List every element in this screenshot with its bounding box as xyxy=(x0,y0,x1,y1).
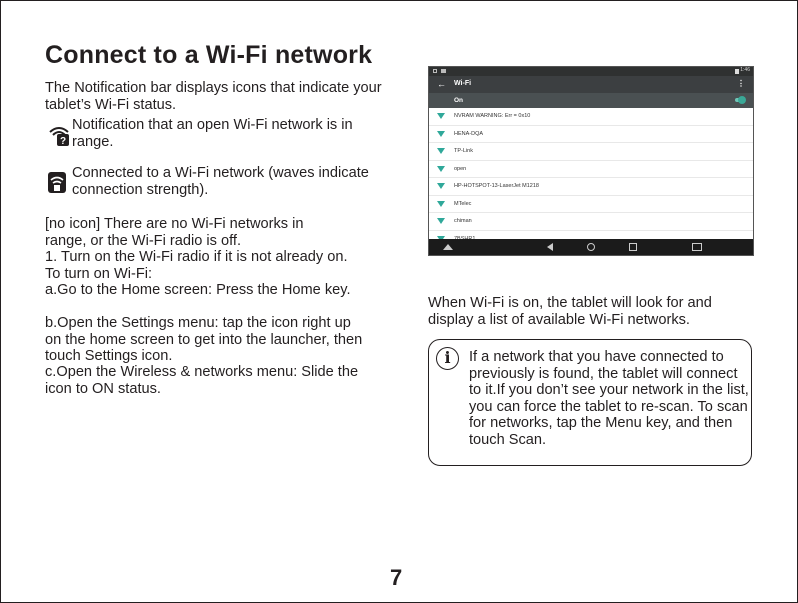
screenshot-icon[interactable] xyxy=(692,243,702,251)
notification-icon xyxy=(433,69,437,73)
wifi-on-description: When Wi-Fi is on, the tablet will look for and display a list of available Wi-Fi networks. xyxy=(428,295,712,328)
network-item[interactable] xyxy=(429,161,753,179)
wifi-connected-icon xyxy=(46,171,68,195)
network-name: chiman xyxy=(454,218,472,224)
wifi-signal-icon xyxy=(437,148,445,154)
network-name: TP-Link xyxy=(454,148,473,154)
recent-apps-icon[interactable] xyxy=(629,243,637,251)
back-icon[interactable] xyxy=(547,243,553,251)
network-name: HENA-DQA xyxy=(454,130,484,137)
wifi-toggle-switch[interactable] xyxy=(735,98,745,102)
wifi-signal-icon xyxy=(437,218,445,224)
intro-text: The Notification bar displays icons that indicate your tablet’s Wi-Fi status. xyxy=(45,80,382,113)
wifi-signal-icon xyxy=(437,183,445,189)
back-arrow-icon[interactable]: ← xyxy=(437,79,446,89)
svg-text:?: ? xyxy=(59,136,67,147)
network-name: NVRAM WARNING: Err = 0x10 xyxy=(454,113,531,119)
network-item[interactable] xyxy=(429,178,753,196)
info-icon: i xyxy=(436,347,459,370)
step-a-text: a.Go to the Home screen: Press the Home key. xyxy=(45,282,351,298)
home-launcher-icon[interactable] xyxy=(443,244,453,250)
notification-connected-text: Connected to a Wi-Fi network (waves indicate connection strength). xyxy=(72,165,369,198)
wifi-signal-icon xyxy=(437,131,445,137)
network-item[interactable] xyxy=(429,143,753,161)
battery-icon xyxy=(735,69,739,74)
network-item[interactable] xyxy=(429,196,753,214)
network-name: HP-HOTSPOT-13-LaserJet M1218 xyxy=(454,183,539,189)
notification-icon xyxy=(441,69,446,73)
overflow-menu-icon[interactable]: ⋮ xyxy=(737,79,745,88)
navigation-bar xyxy=(429,239,753,255)
wifi-signal-icon xyxy=(437,166,445,172)
wifi-settings-screenshot xyxy=(428,66,754,256)
network-item[interactable] xyxy=(429,108,753,126)
app-bar xyxy=(429,76,753,93)
wifi-question-icon xyxy=(48,125,70,147)
no-icon-text: [no icon] There are no Wi-Fi networks in range, or the Wi-Fi radio is off. xyxy=(45,216,304,249)
page-title: Connect to a Wi-Fi network xyxy=(45,41,373,69)
network-name: MTelec xyxy=(454,200,472,207)
network-item[interactable] xyxy=(429,126,753,144)
step-1-text: 1. Turn on the Wi-Fi radio if it is not already on. To turn on Wi-Fi: xyxy=(45,249,348,282)
status-clock: 1:46 xyxy=(740,67,750,73)
app-bar-title: Wi-Fi xyxy=(454,80,472,87)
network-item[interactable] xyxy=(429,213,753,231)
network-name: open xyxy=(454,165,467,172)
info-text: If a network that you have connected to previously is found, the tablet will connect to it.If you don’t see your network in the list, you can force the tablet to re-scan. To scan for networks, tap the Menu key, and then touch Scan. xyxy=(469,349,749,448)
wifi-signal-icon xyxy=(437,113,445,119)
wifi-signal-icon xyxy=(437,201,445,207)
step-b-text: b.Open the Settings menu: tap the icon right up on the home screen to get into the launcher, then touch Settings icon. xyxy=(45,315,363,365)
page-number: 7 xyxy=(390,565,403,590)
wifi-toggle-row[interactable] xyxy=(429,93,753,108)
notification-open-network-text: Notification that an open Wi-Fi network is in range. xyxy=(72,117,353,150)
status-bar xyxy=(429,67,753,76)
step-c-text: c.Open the Wireless & networks menu: Slide the icon to ON status. xyxy=(45,364,359,397)
home-icon[interactable] xyxy=(587,243,595,251)
wifi-on-label: On xyxy=(454,97,464,104)
